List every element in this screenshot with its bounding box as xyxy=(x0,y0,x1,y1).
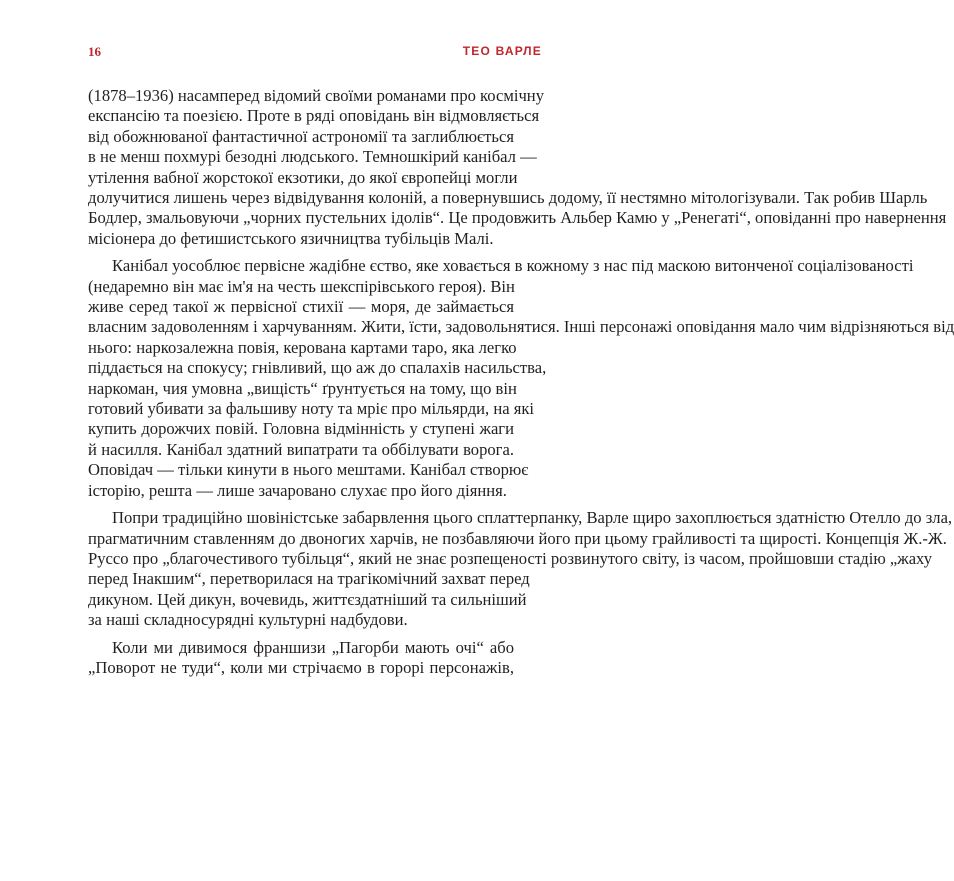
text-line: Оповідач — тільки кинути в нього мештами. Канібал створює xyxy=(88,460,529,480)
text-line: Коли ми дивимося франшизи „Пагорби мають очі“ або xyxy=(112,637,514,657)
text-line: наркоман, чия умовна „вищість“ ґрунтується на тому, що він xyxy=(88,378,517,398)
running-head: ТЕО ВАРЛЕ xyxy=(462,44,542,58)
text-line: „Поворот не туди“, коли ми стрічаємо в горорі персонажів, xyxy=(88,658,514,678)
text-line: й насилля. Канібал здатний випатрати та оббілувати ворога. xyxy=(88,439,514,459)
text-line: перед Інакшим“, перетворилася на трагікомічний захват перед xyxy=(88,569,530,589)
paragraph-4 xyxy=(88,638,514,679)
text-line: власним задоволенням і харчуванням. Жити, їсти, задовольнятися. Інші персонажі оповідання мало чим відрізняються від xyxy=(88,317,954,337)
text-line: місіонера до фетишистського язичництва тубільців Малі. xyxy=(88,228,494,248)
text-line: Канібал уособлює первісне жадібне єство, яке ховається в кожному з нас під маскою витонченої соціалізованості xyxy=(112,256,914,276)
text-line: утілення вабної жорстокої екзотики, до якої європейці могли xyxy=(88,167,518,187)
text-line: дикуном. Цей дикун, вочевидь, життєздатніший та сильніший xyxy=(88,589,527,609)
paragraph-1 xyxy=(88,86,947,249)
page-number: 16 xyxy=(88,44,101,59)
text-line: прагматичним ставленням до двоногих харчів, не позбавляючи його при цьому грайливості та щирості. Концепція Ж.-Ж. xyxy=(88,528,947,548)
text-line: долучитися лишень через відвідування колоній, а повернувшись додому, її нестямно мітологізували. Так робив Шарль xyxy=(88,187,928,207)
text-line: Руссо про „благочестивого тубільця“, який не знає розпещеності розвинутого світу, із часом, пройшовши стадію „жаху xyxy=(88,548,933,568)
text-line: Бодлер, змальовуючи „чорних пустельних ідолів“. Це продовжить Альбер Камю у „Ренегаті“, оповіданні про навернення xyxy=(88,208,947,228)
paragraph-3 xyxy=(88,508,953,630)
text-line: живе серед такої ж первісної стихії — моря, де займається xyxy=(88,297,514,317)
text-line: від обожнюваної фантастичної астрономії та заглиблюється xyxy=(88,126,514,146)
text-line: експансію та поезією. Проте в ряді оповідань він відмовляється xyxy=(88,106,540,126)
text-line: (1878–1936) насамперед відомий своїми романами про космічну xyxy=(88,86,544,105)
text-line: в не менш похмурі безодні людського. Темношкірий канібал — xyxy=(88,147,537,167)
text-line: піддається на спокусу; гнівливий, що аж до спалахів насильства, xyxy=(88,358,547,378)
text-line: готовий убивати за фальшиву ноту та мріє про мільярди, на які xyxy=(88,399,535,419)
paragraph-2 xyxy=(88,256,954,501)
text-line: Попри традиційно шовіністське забарвлення цього сплаттерпанку, Варле щиро захоплюється здатністю Отелло до зла, xyxy=(112,508,953,528)
text-body xyxy=(88,86,954,679)
text-line: нього: наркозалежна повія, керована картами таро, яка легко xyxy=(88,337,517,357)
text-line: (недаремно він має ім'я на честь шекспірівського героя). Він xyxy=(88,276,515,296)
text-line: історію, решта — лише зачаровано слухає про його діяння. xyxy=(88,480,507,500)
text-line: купить дорожчих повій. Головна відмінність у ступені жаги xyxy=(88,419,514,439)
text-line: за наші складносурядні культурні надбудови. xyxy=(88,610,408,630)
